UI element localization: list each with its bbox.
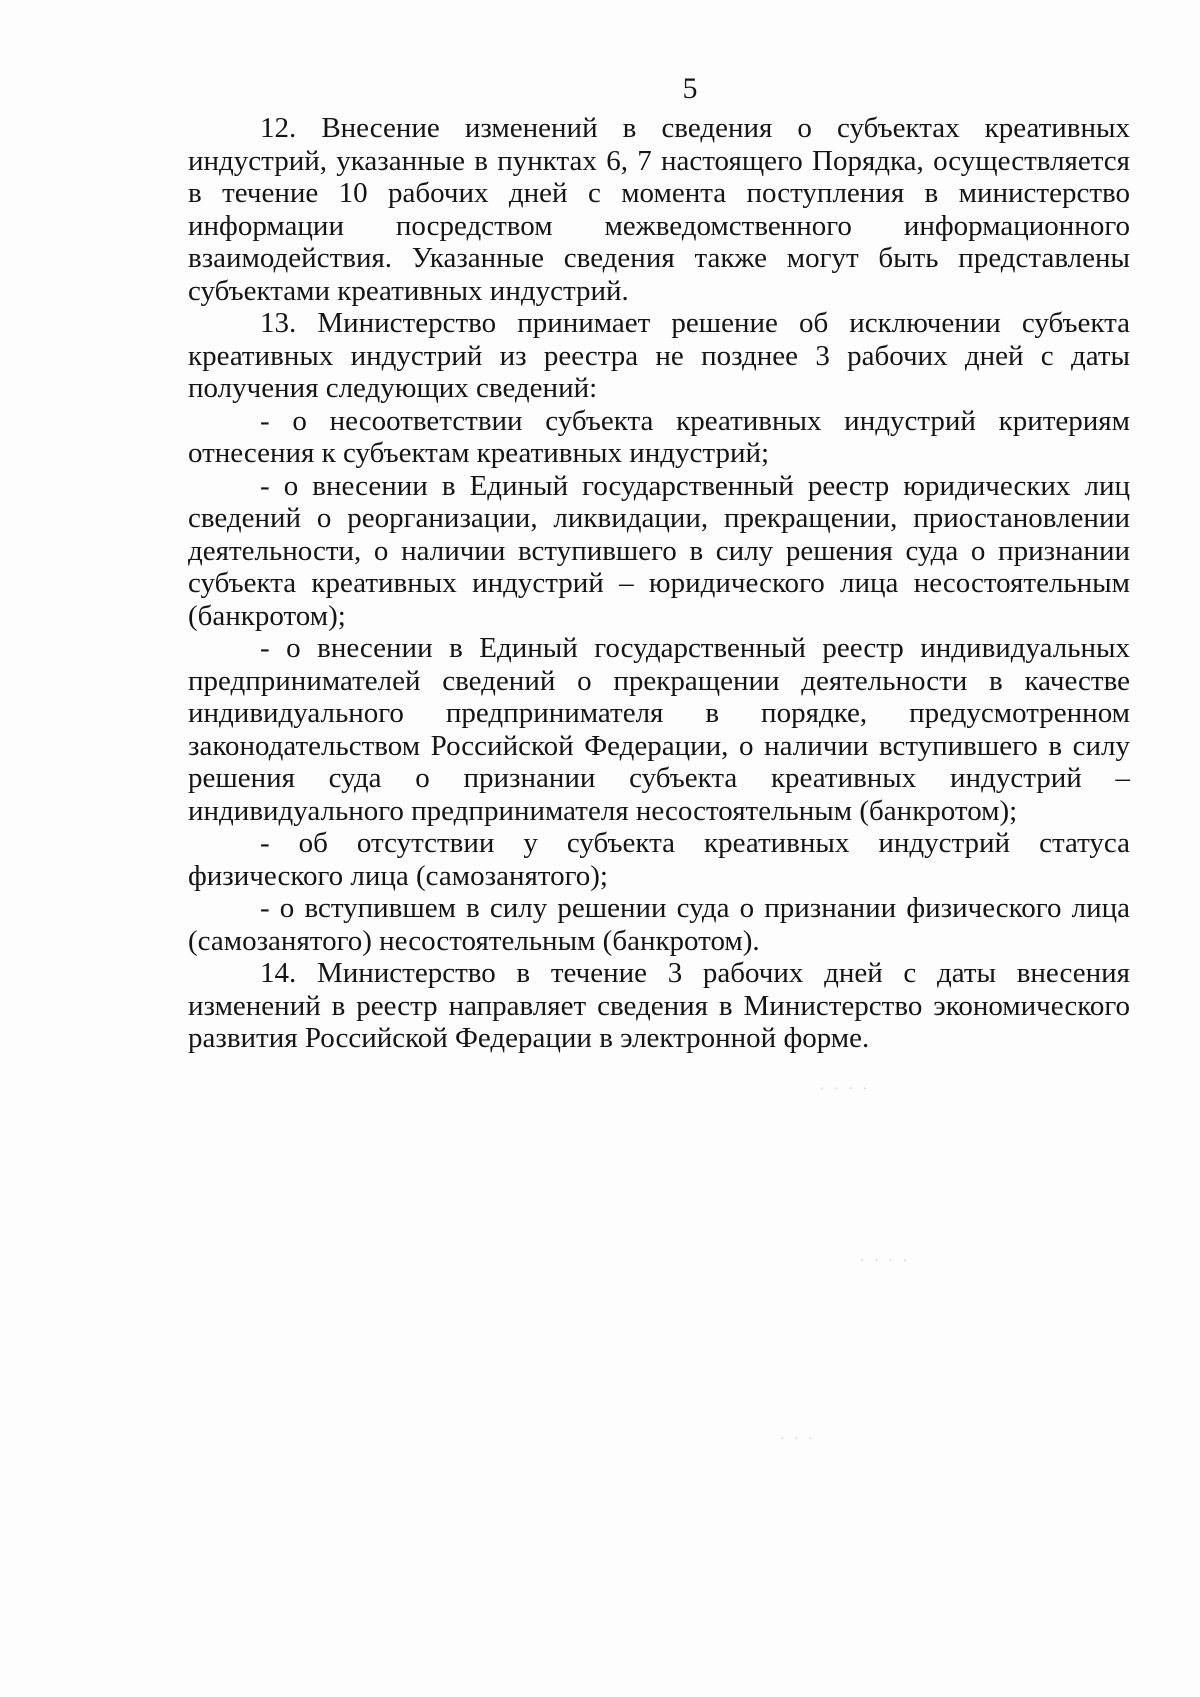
document-body (188, 112, 1130, 1055)
scan-speckles: · · · (780, 1432, 816, 1447)
paragraph-13: 13. Министерство принимает решение об исключении субъекта креативных индустрий из реестра не позднее 3 рабочих дней с даты получения следующих сведений: (188, 307, 1130, 404)
page-number: 5 (682, 72, 698, 105)
list-item: - о вступившем в силу решении суда о признании физического лица (самозанятого) несостоятельным (банкротом). (188, 892, 1130, 957)
scan-speckles: · · · · (860, 1254, 911, 1269)
list-item: - о несоответствии субъекта креативных индустрий критериям отнесения к субъектам креативных индустрий; (188, 404, 1130, 469)
scan-speckles: · · · · (820, 1082, 871, 1097)
list-item: - о внесении в Единый государственный реестр юридических лиц сведений о реорганизации, ликвидации, прекращении, приостановлении деятельности, о наличии вступившего в силу решения суда о признании субъекта креативных индустрий – юридического лица несостоятельным (банкротом); (188, 469, 1130, 632)
list-item: - о внесении в Единый государственный реестр индивидуальных предпринимателей сведений о прекращении деятельности в качестве индивидуального предпринимателя в порядке, предусмотренном законодательством Российской Федерации, о наличии вступившего в силу решения суда о признании субъекта креативных индустрий – индивидуального предпринимателя несостоятельным (банкротом); (188, 632, 1130, 827)
paragraph-14: 14. Министерство в течение 3 рабочих дней с даты внесения изменений в реестр направляет сведения в Министерство экономического развития Российской Федерации в электронной форме. (188, 957, 1130, 1054)
paragraph-12: 12. Внесение изменений в сведения о субъектах креативных индустрий, указанные в пунктах 6, 7 настоящего Порядка, осуществляется в течение 10 рабочих дней с момента поступления в министерство информации посредством межведомственного информационного взаимодействия. Указанные сведения также могут быть представлены субъектами креативных индустрий. (188, 112, 1130, 307)
list-item: - об отсутствии у субъекта креативных индустрий статуса физического лица (самозанятого); (188, 827, 1130, 892)
